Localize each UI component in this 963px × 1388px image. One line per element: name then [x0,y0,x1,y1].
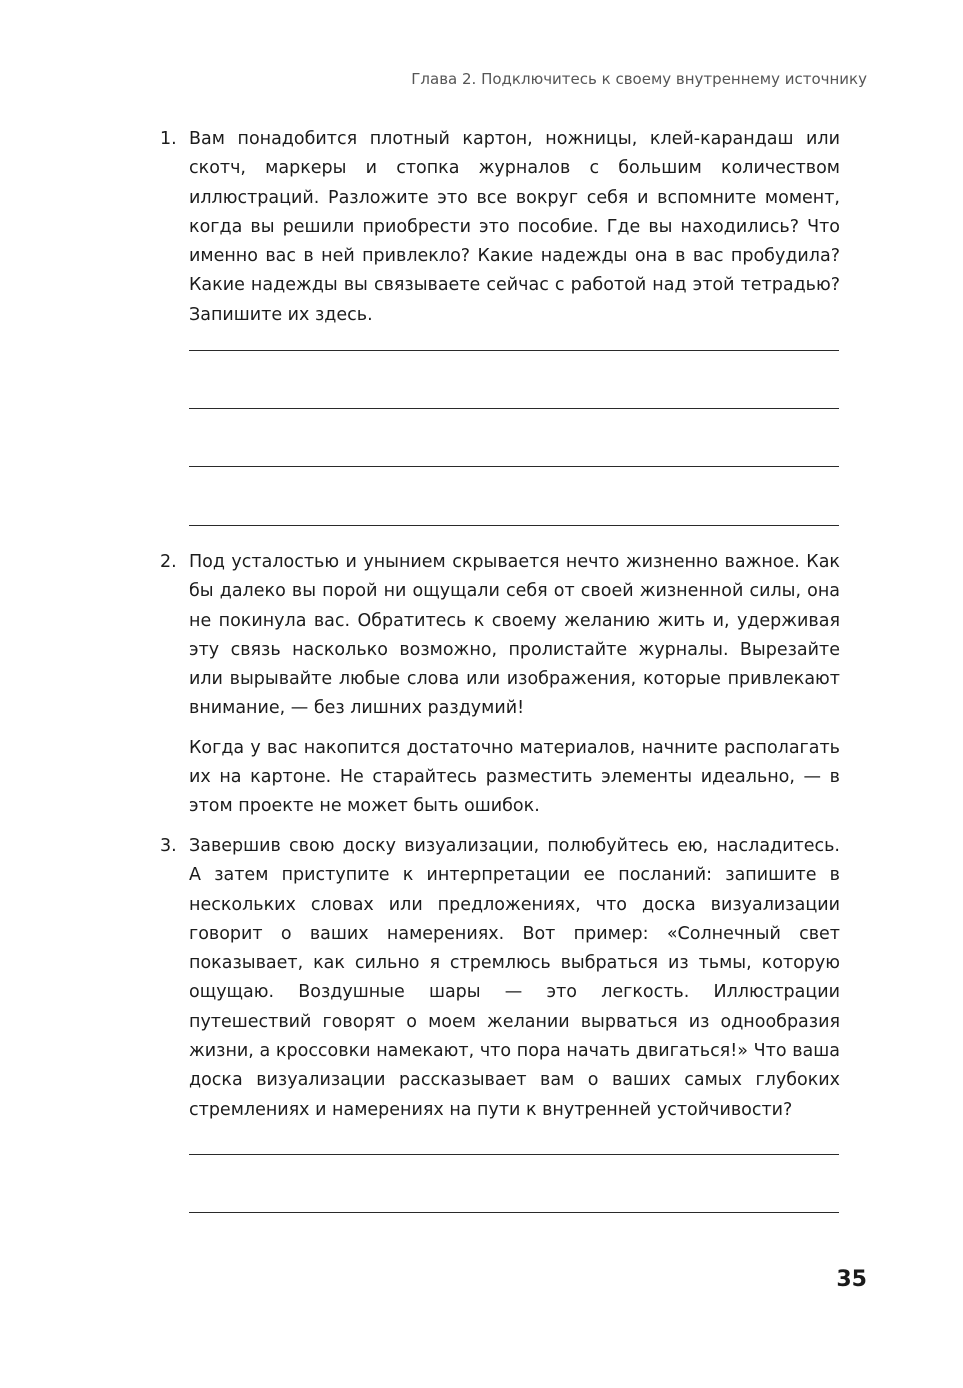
writing-line[interactable] [189,350,839,351]
exercise-item-3 [160,832,840,1125]
item-number: 2. [160,552,177,572]
item-number: 3. [160,836,177,856]
item-paragraph: Под усталостью и унынием скрывается нечто жизненно важное. Как бы далеко вы порой ни ощущали себя от своей жизненной силы, она не покинула вас. Обратитесь к своему желанию жить и, удерживая эту связь насколько возможно, пролистайте журналы. Вырезайте или вырывайте любые слова или изображения, которые привлекают внимание, — без лишних раздумий! [189,552,840,719]
item-paragraph: Когда у вас накопится достаточно материалов, начните располагать их на картоне. Не старайтесь разместить элементы идеально, — в этом проекте не может быть ошибок. [189,737,840,817]
writing-line[interactable] [189,466,839,467]
writing-line[interactable] [189,525,839,526]
running-head: Глава 2. Подключитесь к своему внутреннему источнику [411,70,867,88]
writing-line[interactable] [189,1154,839,1155]
item-paragraph: Завершив свою доску визуализации, полюбуйтесь ею, насладитесь. А затем приступите к интерпретации ее посланий: запишите в нескольких словах или предложениях, что доска визуализации говорит о ваших намерениях. Вот пример: «Солнечный свет показывает, как сильно я стремлюсь выбраться из тьмы, которую ощущаю. Воздушные шары — это легкость. Иллюстрации путешествий говорят о моем желании вырваться из однообразия жизни, а кроссовки намекают, что пора начать двигаться!» Что ваша доска визуализации рассказывает вам о ваших самых глубоких стремлениях и намерениях на пути к внутренней устойчивости? [189,836,840,1120]
item-paragraph: Вам понадобится плотный картон, ножницы, клей-карандаш или скотч, маркеры и стопка журналов с большим количеством иллюстраций. Разложите это все вокруг себя и вспомните момент, когда вы решили приобрести это пособие. Где вы находились? Что именно вас в ней привлекло? Какие надежды она в вас пробудила? Какие надежды вы связываете сейчас с работой над этой тетрадью? Запишите их здесь. [189,129,840,325]
exercise-item-1 [160,125,840,330]
writing-line[interactable] [189,408,839,409]
writing-line[interactable] [189,1212,839,1213]
item-number: 1. [160,129,177,149]
page-number: 35 [836,1267,867,1292]
exercise-item-2 [160,548,840,822]
